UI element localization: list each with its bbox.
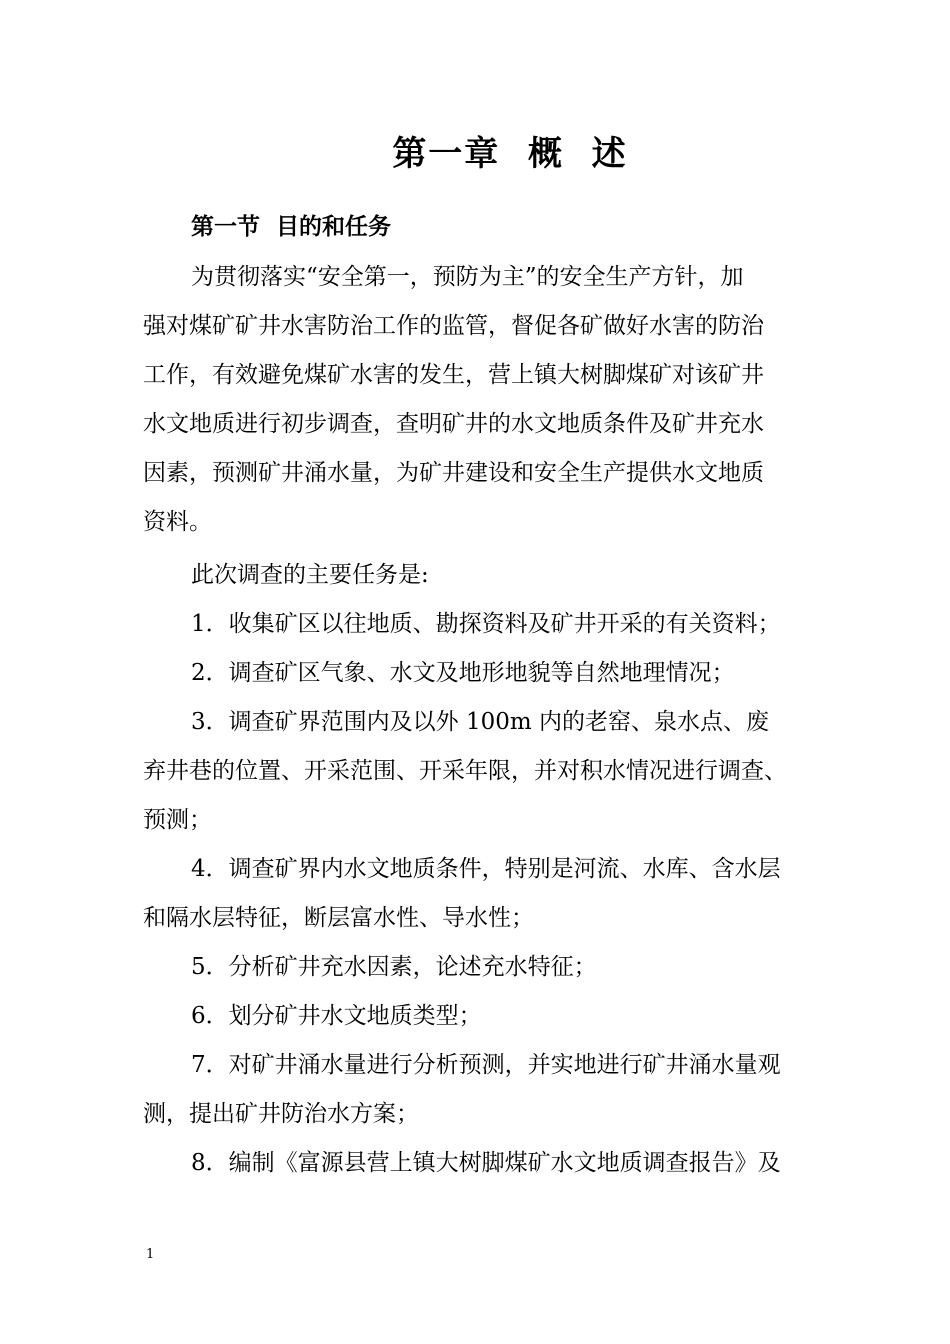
list-item: 和隔水层特征，断层富水性、导水性；	[143, 905, 534, 931]
page-number: 1	[146, 1247, 155, 1262]
body-line: 水文地质进行初步调查，查明矿井的水文地质条件及矿井充水	[143, 411, 764, 437]
list-item: 测，提出矿井防治水方案；	[143, 1101, 419, 1127]
list-item: 6．划分矿井水文地质类型；	[191, 1003, 482, 1029]
list-item: 预测；	[143, 807, 212, 833]
list-item: 2．调查矿区气象、水文及地形地貌等自然地理情况；	[191, 660, 735, 686]
list-item: 5．分析矿井充水因素，论述充水特征；	[191, 954, 597, 980]
chapter-title: 第一章 概 述	[392, 134, 628, 174]
body-line: 因素，预测矿井涌水量，为矿井建设和安全生产提供水文地质	[143, 460, 764, 486]
list-item: 4．调查矿界内水文地质条件，特别是河流、水库、含水层	[191, 856, 781, 882]
list-item: 8．编制《富源县营上镇大树脚煤矿水文地质调查报告》及	[191, 1150, 781, 1176]
body-line: 此次调查的主要任务是:	[191, 562, 429, 588]
body-line: 强对煤矿矿井水害防治工作的监管，督促各矿做好水害的防治	[143, 313, 764, 339]
section-title: 第一节 目的和任务	[191, 213, 392, 240]
list-item: 3．调查矿界范围内及以外 100m 内的老窑、泉水点、废	[191, 709, 769, 735]
list-item: 7．对矿井涌水量进行分析预测，并实地进行矿井涌水量观	[191, 1052, 781, 1078]
body-line: 为贯彻落实“安全第一，预防为主”的安全生产方针，加	[191, 264, 744, 290]
list-item: 1．收集矿区以往地质、勘探资料及矿井开采的有关资料；	[191, 611, 781, 637]
list-item: 弃井巷的位置、开采范围、开采年限，并对积水情况进行调查、	[143, 758, 787, 784]
body-line: 工作，有效避免煤矿水害的发生，营上镇大树脚煤矿对该矿井	[143, 362, 764, 388]
body-line: 资料。	[143, 509, 212, 535]
